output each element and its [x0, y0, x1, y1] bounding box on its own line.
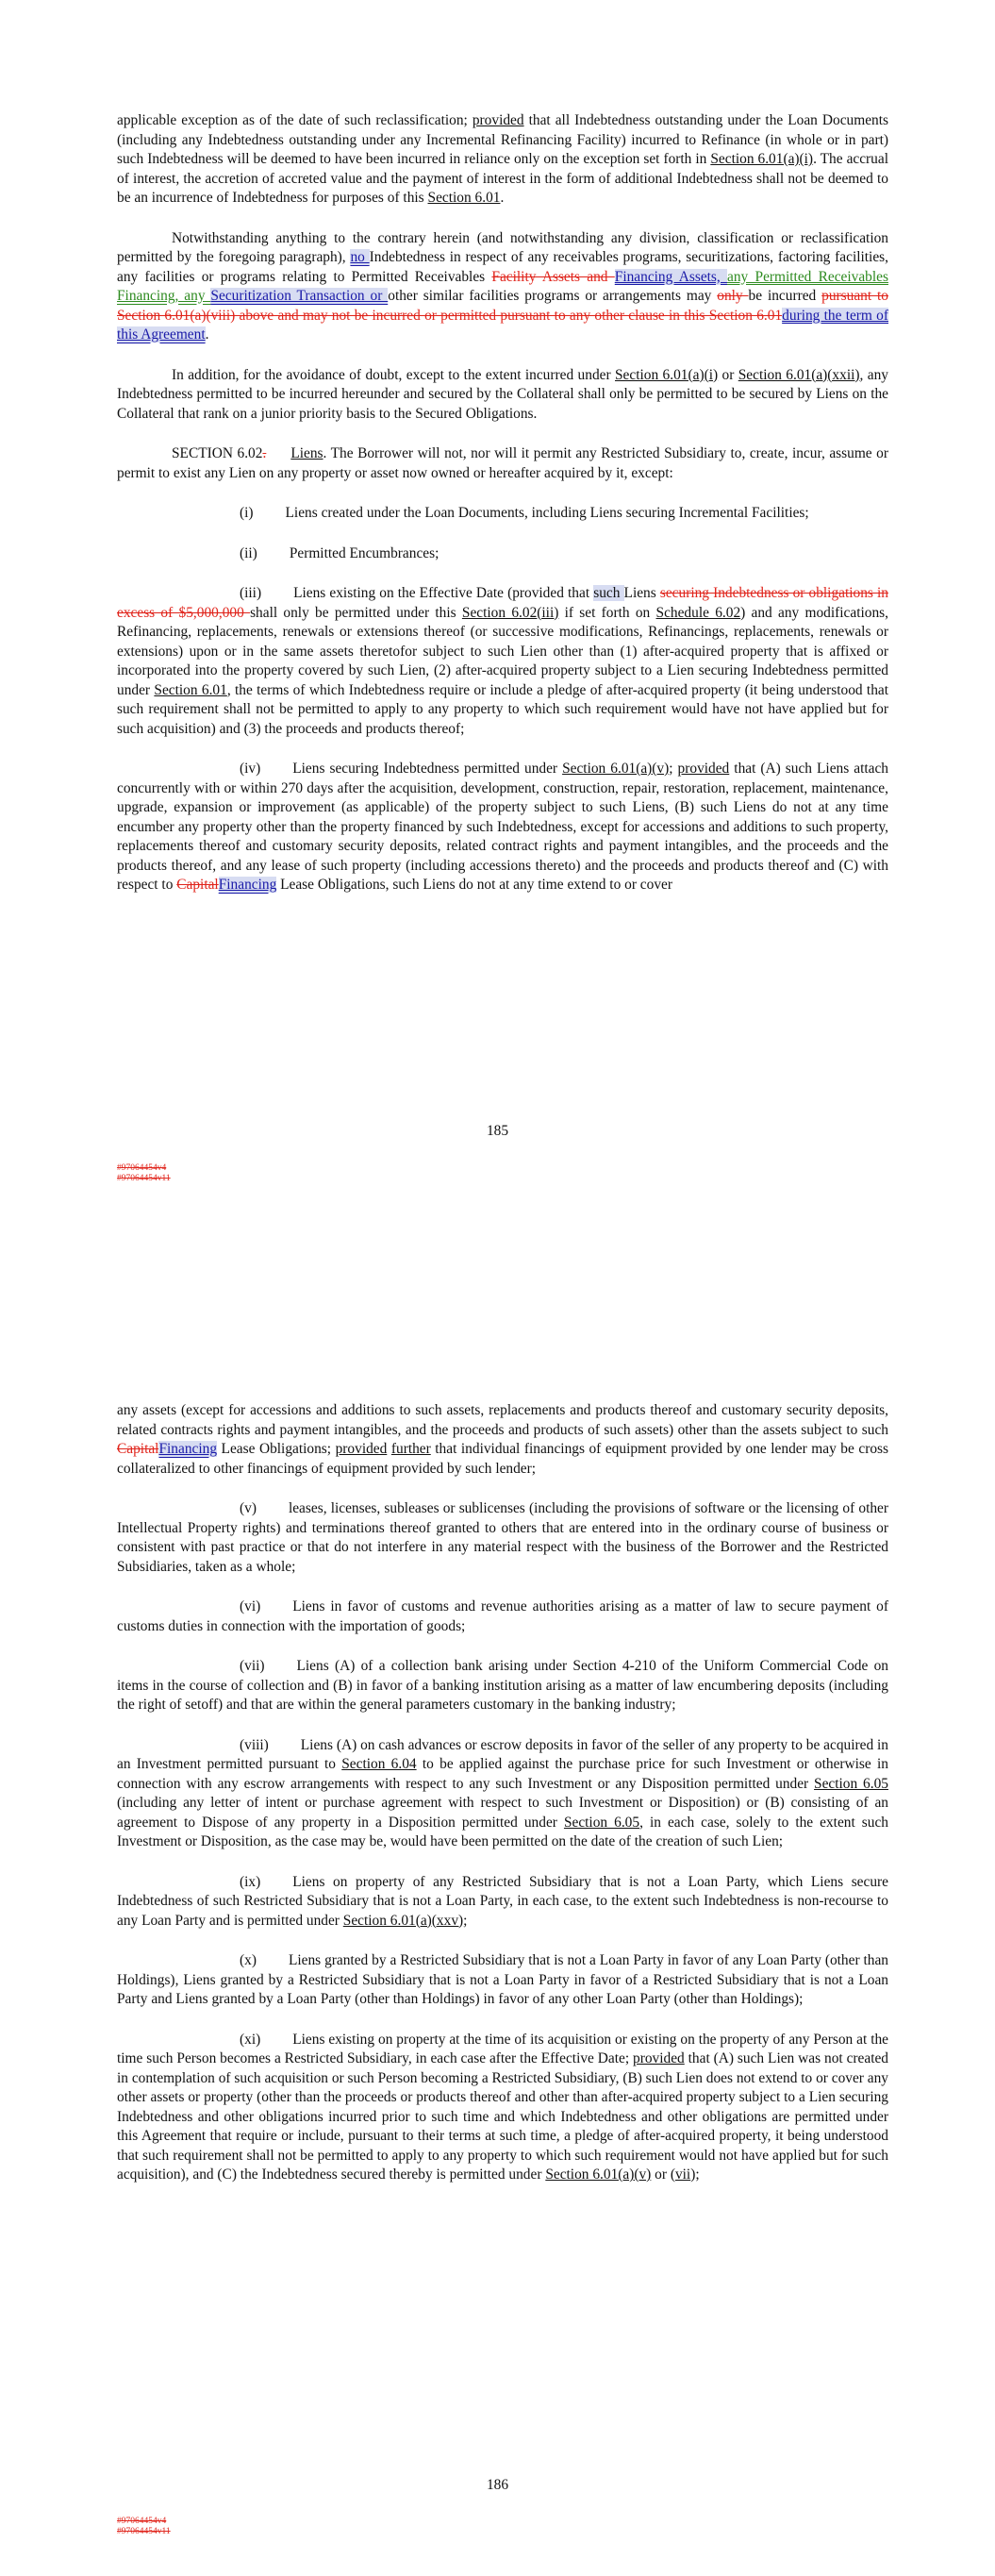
page-number: 186	[486, 2477, 509, 2493]
deleted-text: Capital	[117, 1441, 159, 1457]
list-item: (ix) Liens on property of any Restricted Subsidiary that is not a Loan Party, which Liens secure Indebtedness of such Restricted Subsidiary that is not a Loan Party, in each case, to the extent such Indebtedness is non-recourse to any Loan Party and is permitted under Section 6.01(a)(xxv);	[117, 1873, 888, 1929]
paragraph-notwithstanding: Notwithstanding anything to the contrary herein (and notwithstanding any division, classification or reclassification permitted by the foregoing paragraph), no Indebtedness in respect of any receivables programs, securitizations, factoring facilities, any facilities or programs relating to Permitted Receivables Facility Assets and Financing Assets, any Permitted Receivables Financing, any Securitization Transaction or other similar facilities programs or arrangements may only be incurred pursuant to Section 6.01(a)(viii) above and may not be incurred or permitted pursuant to any other clause in this Section 6.01during the term of this Agreement.	[117, 229, 888, 343]
list-item: (i) Liens created under the Loan Documents, including Liens securing Incremental Facilities;	[240, 505, 809, 521]
moved-text: any Permitted Receivables Financing, any	[117, 268, 888, 304]
deleted-text: pursuant to Section 6.01(a)(viii) above and may not be incurred or permitted pursuant to any other clause in this Section 6.01	[117, 288, 888, 324]
list-item: (viii) Liens (A) on cash advances or escrow deposits in favor of the seller of any property to be acquired in an Investment permitted pursuant to Section 6.04 to be applied against the purchase price for such Investment or otherwise in connection with any escrow arrangements with respect to any such Investment or any Disposition permitted under Section 6.05 (including any letter of intent or purchase agreement with respect to such Investment or Disposition) or (B) consisting of an agreement to Dispose of any property in a Disposition permitted under Section 6.05, in each case, solely to the extent such Investment or Disposition, as the case may be, would have been permitted on the date of the creation of such Lien;	[117, 1736, 888, 1849]
paragraph-reclassification: applicable exception as of the date of such reclassification; provided that all Indebtedness outstanding under the Loan Documents (including any Indebtedness outstanding under any Incremental Refinancing Facility) incurred to Refinance (in whole or in part) such Indebtedness will be deemed to have been incurred in reliance only on the exception set forth in Section 6.01(a)(i). The accrual of interest, the accretion of accreted value and the payment of interest in the form of additional Indebtedness shall not be deemed to be an incurrence of Indebtedness for purposes of this Section 6.01.	[117, 112, 888, 206]
deleted-text: .	[262, 445, 267, 461]
list-item: (vi) Liens in favor of customs and revenue authorities arising as a matter of law to secure payment of customs duties in connection with the importation of goods;	[117, 1598, 888, 1634]
document-id-footer: #97064454v4 #97064454v11	[117, 2517, 171, 2536]
inserted-text: Financing	[218, 877, 277, 893]
inserted-text: during the term of this Agreement	[117, 307, 888, 343]
deleted-text: Facility Assets and	[491, 268, 615, 285]
inserted-text: Securitization Transaction or	[210, 288, 389, 304]
deleted-text: Capital	[176, 877, 219, 893]
page-186	[0, 1288, 995, 2576]
paragraph-avoidance-of-doubt: In addition, for the avoidance of doubt, except to the extent incurred under Section 6.01(a)(i) or Section 6.01(a)(xxii), any Indebtedness permitted to be incurred hereunder and secured by the Collateral shall only be permitted to be secured by Liens on the Collateral that rank on a junior priority basis to the Secured Obligations.	[117, 366, 888, 422]
deleted-text: only	[717, 288, 749, 304]
list-item: (iv) Liens securing Indebtedness permitted under Section 6.01(a)(v); provided that (A) such Liens attach concurrently with or within 270 days after the acquisition, development, construction, repair, restoration, replacement, maintenance, upgrade, expansion or improvement (as applicable) of the property subject to such Liens, (B) such Liens do not at any time encumber any property other than the property financed by such Indebtedness, except for accessions and additions to such property, replacements thereof and customary security deposits, related contract rights and payment intangibles, and the proceeds and the products thereof, and any lease of such property (including accessions thereto) and the proceeds and products thereof and (C) with respect to CapitalFinancing Lease Obligations, such Liens do not at any time extend to or cover	[117, 761, 888, 893]
list-item: (vii) Liens (A) of a collection bank arising under Section 4-210 of the Uniform Commercial Code on items in the course of collection and (B) in favor of a banking institution arising as a matter of law encumbering deposits (including the right of setoff) and that are within the general parameters customary in the banking industry;	[117, 1658, 888, 1713]
list-item: (iii) Liens existing on the Effective Date (provided that such Liens securing Indebtedness or obligations in excess of $5,000,000 shall only be permitted under this Section 6.02(iii) if set forth on Schedule 6.02) and any modifications, Refinancing, replacements, renewals or extensions thereof (or successive modifications, Refinancings, replacements, renewals or extensions) upon or in the same assets theretofor subject to such Lien other than (1) after-acquired property that is affixed or incorporated into the property covered by such Lien, (2) after-acquired property subject to a Lien securing Indebtedness permitted under Section 6.01, the terms of which Indebtedness require or include a pledge of after-acquired property (it being understood that such requirement shall not be permitted to apply to any property to which such requirement would have not have applied but for such acquisition) and (3) the proceeds and products thereof;	[117, 585, 888, 737]
list-item: (xi) Liens existing on property at the time of its acquisition or existing on the property of any Person at the time such Person becomes a Restricted Subsidiary, in each case after the Effective Date; provided that (A) such Lien was not created in contemplation of such acquisition or such Person becoming a Restricted Subsidiary, (B) such Lien does not extend to or cover any other assets or property (other than the proceeds or products thereof and other than after-acquired property subject to a Lien securing Indebtedness and other obligations incurred prior to such time and which Indebtedness and other obligations are permitted under this Agreement that require or include, pursuant to their terms at such time, a pledge of after-acquired property, it being understood that such requirement shall not be permitted to apply to any property to which such requirement would not have applied but for such acquisition), and (C) the Indebtedness secured thereby is permitted under Section 6.01(a)(v) or (vii);	[117, 2031, 888, 2183]
inserted-text: Financing Assets,	[614, 268, 728, 285]
list-item: (x) Liens granted by a Restricted Subsidiary that is not a Loan Party in favor of any Loan Party (other than Holdings), Liens granted by a Restricted Subsidiary that is not a Loan Party in favor of a Restricted Subsidiary that is not a Loan Party and Liens granted by a Loan Party (other than Holdings) in favor of any other Loan Party (other than Holdings);	[117, 1952, 888, 2007]
inserted-text: no	[350, 249, 370, 265]
page-number: 185	[486, 1123, 509, 1139]
list-item: (ii) Permitted Encumbrances;	[240, 544, 439, 561]
page-185-body	[117, 111, 888, 916]
section-title: Liens	[290, 445, 323, 461]
section-6-02-heading: SECTION 6.02. Liens. The Borrower will not, nor will it permit any Restricted Subsidiary to, create, incur, assume or permit to exist any Lien on any property or asset now owned or hereafter acquired by it, except:	[117, 445, 888, 481]
inserted-text: Financing	[158, 1441, 218, 1457]
paragraph-continuation: any assets (except for accessions and additions to such assets, replacements and products thereof and customary security deposits, related contracts rights and payment intangibles, and the proceeds and products of such assets) other than the assets subject to such CapitalFinancing Lease Obligations; provided further that individual financings of equipment provided by one lender may be cross collateralized to other financings of equipment provided by such lender;	[117, 1402, 888, 1477]
list-item: (v) leases, licenses, subleases or sublicenses (including the provisions of software or the licensing of other Intellectual Property rights) and terminations thereof granted to others that are entered into in the ordinary course of business or consistent with past practice or that do not interfere in any material respect with the business of the Borrower and the Restricted Subsidiaries, taken as a whole;	[117, 1500, 888, 1575]
document-id-footer: #97064454v4 #97064454v11	[117, 1163, 171, 1183]
page-186-body	[117, 1401, 888, 2206]
deleted-text: securing Indebtedness or obligations in excess of $5,000,000	[117, 585, 888, 621]
